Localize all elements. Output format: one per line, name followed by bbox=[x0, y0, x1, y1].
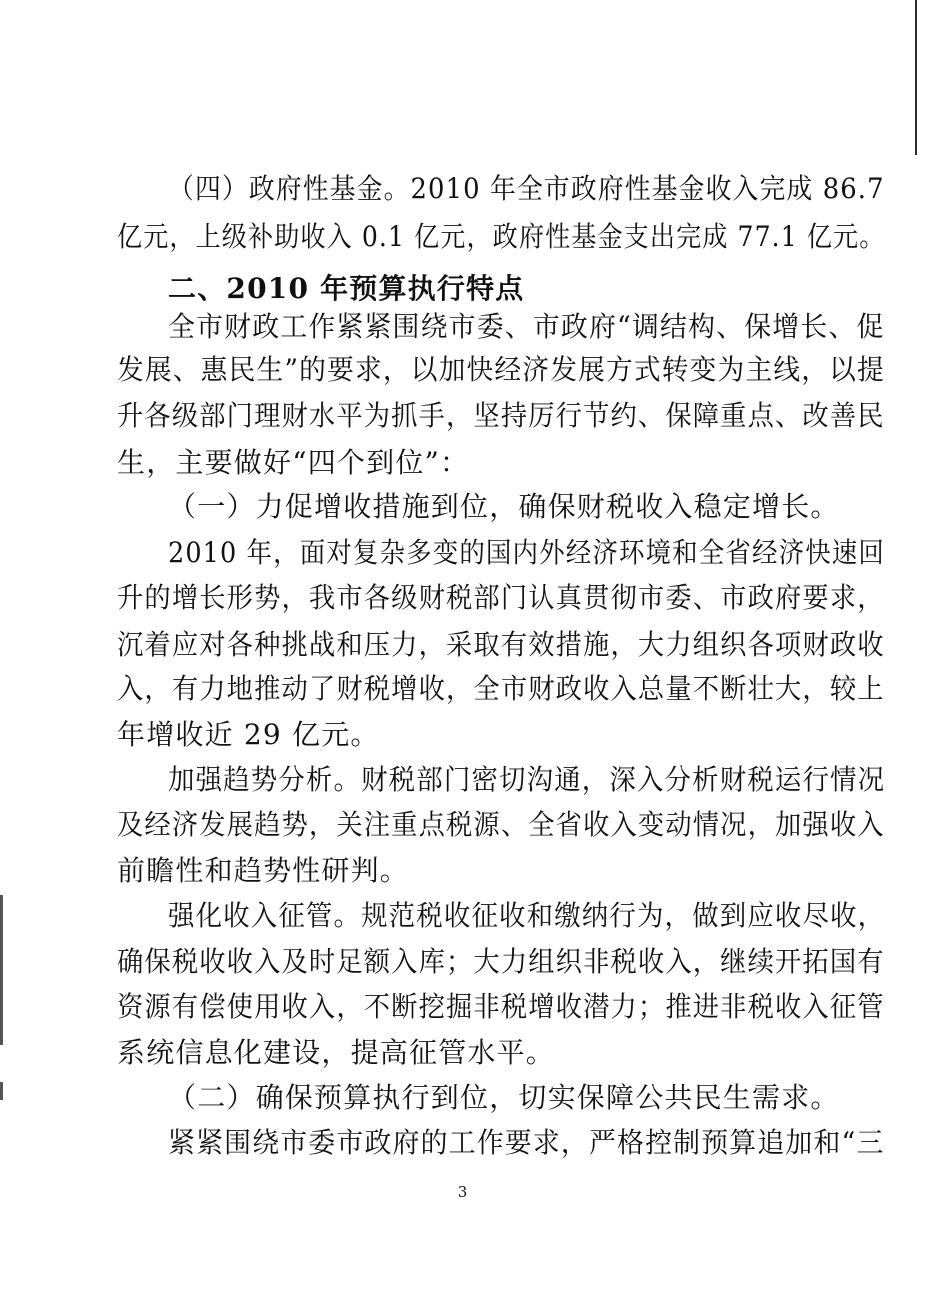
section-heading: 二、2010 年预算执行特点 bbox=[168, 272, 525, 305]
text-line-18: 确保税收收入及时足额入库；大力组织非税收入，继续开拓国有 bbox=[117, 945, 885, 978]
text-line-20: 系统信息化建设，提高征管水平。 bbox=[117, 1036, 556, 1069]
text-line-12: 入，有力地推动了财税增收，全市财政收入总量不断壮大，较上 bbox=[117, 672, 885, 705]
subheading-1: （一）力促增收措施到位，确保财税收入稳定增长。 bbox=[168, 490, 840, 523]
text-line-19: 资源有偿使用收入，不断挖掘非税增收潜力；推进非税收入征管 bbox=[117, 990, 885, 1023]
text-line-4: 全市财政工作紧紧围绕市委、市政府“调结构、保增长、促 bbox=[168, 310, 885, 343]
text-line-2: 亿元，上级补助收入 0.1 亿元，政府性基金支出完成 77.1 亿元。 bbox=[117, 220, 886, 253]
text-line-9: 2010 年，面对复杂多变的国内外经济环境和全省经济快速回 bbox=[168, 536, 886, 569]
subheading-2: （二）确保预算执行到位，切实保障公共民生需求。 bbox=[168, 1081, 840, 1114]
text-line-22: 紧紧围绕市委市政府的工作要求，严格控制预算追加和“三 bbox=[168, 1126, 885, 1159]
text-line-11: 沉着应对各种挑战和压力，采取有效措施，大力组织各项财政收 bbox=[117, 628, 885, 661]
scan-edge-mark-left-small bbox=[0, 1082, 3, 1100]
text-line-1: （四）政府性基金。2010 年全市政府性基金收入完成 86.7 bbox=[168, 172, 885, 205]
text-line-6: 升各级部门理财水平为抓手，坚持厉行节约、保障重点、改善民 bbox=[117, 399, 885, 432]
text-line-5: 发展、惠民生”的要求，以加快经济发展方式转变为主线，以提 bbox=[117, 353, 885, 386]
scan-edge-mark-right bbox=[915, 0, 917, 155]
text-line-17: 强化收入征管。规范税收征收和缴纳行为，做到应收尽收， bbox=[168, 899, 886, 932]
text-line-13: 年增收近 29 亿元。 bbox=[117, 718, 380, 751]
page-number: 3 bbox=[457, 1183, 468, 1201]
text-line-16: 前瞻性和趋势性研判。 bbox=[117, 854, 410, 887]
text-line-7: 生，主要做好“四个到位”： bbox=[117, 446, 470, 479]
text-line-10: 升的增长形势，我市各级财税部门认真贯彻市委、市政府要求， bbox=[117, 581, 885, 614]
scan-edge-mark-left bbox=[0, 895, 3, 1045]
text-line-15: 及经济发展趋势，关注重点税源、全省收入变动情况，加强收入 bbox=[117, 808, 885, 841]
text-line-14: 加强趋势分析。财税部门密切沟通，深入分析财税运行情况 bbox=[168, 763, 886, 796]
